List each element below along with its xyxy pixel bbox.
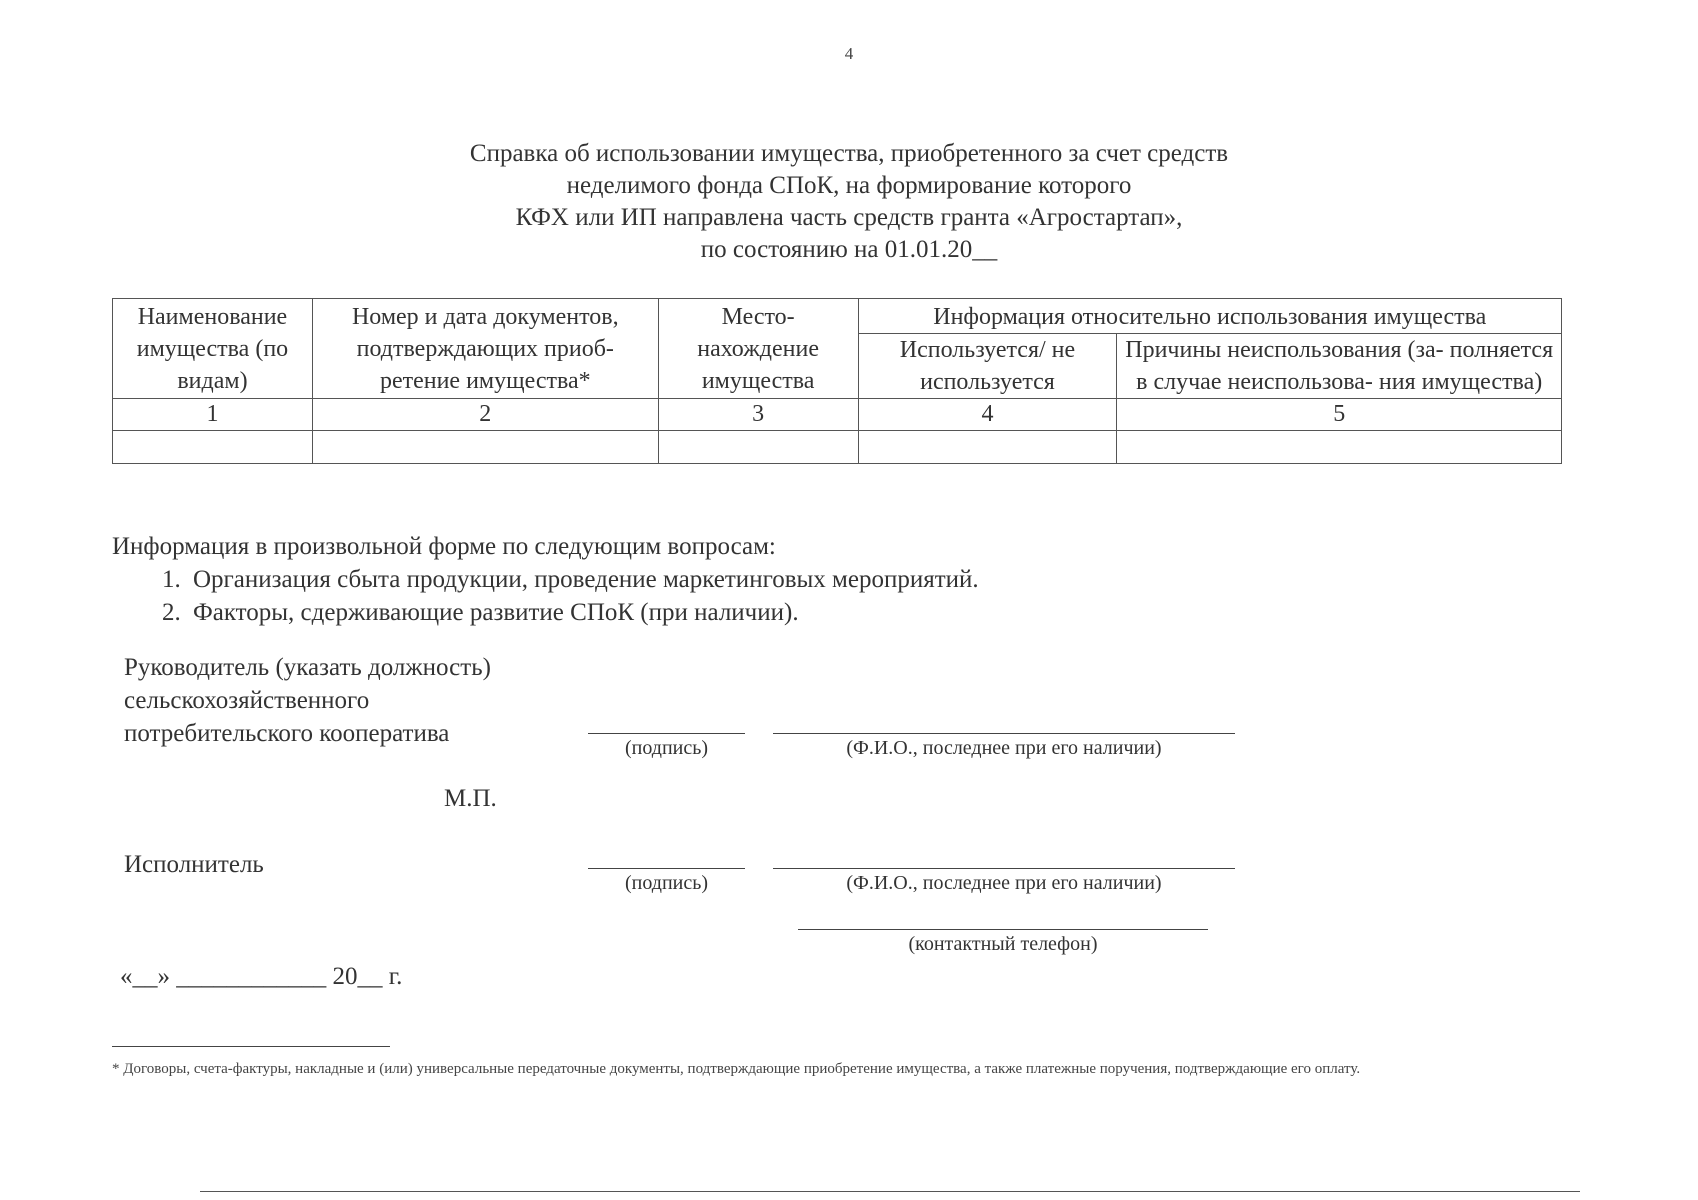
footnote: * Договоры, счета-фактуры, накладные и (или) универсальные передаточные документы, подтверждающие приобретение имущества, а также платежные поручения, подтверждающие его оплату. bbox=[112, 1061, 1361, 1077]
header-documents: Номер и дата документов, подтверждающих приоб- ретение имущества* bbox=[312, 299, 658, 399]
title-line-3: КФХ или ИП направлена часть средств гранта «Агростартап», bbox=[515, 204, 1183, 231]
executor-name-line[interactable] bbox=[773, 868, 1235, 869]
head-name-line[interactable] bbox=[773, 733, 1235, 734]
head-signature-caption: (подпись) bbox=[624, 737, 709, 759]
table-cell[interactable] bbox=[858, 431, 1117, 464]
table-row bbox=[113, 431, 1562, 464]
head-position-line: потребительского кооператива bbox=[124, 720, 450, 747]
head-position-line: Руководитель (указать должность) bbox=[124, 654, 491, 681]
table-cell[interactable] bbox=[113, 431, 313, 464]
page-number: 4 bbox=[844, 44, 854, 63]
column-number: 5 bbox=[1117, 399, 1562, 431]
head-position-block bbox=[124, 651, 491, 750]
executor-label: Исполнитель bbox=[124, 851, 264, 878]
header-usage-info: Информация относительно использования имущества bbox=[858, 299, 1561, 334]
info-list-item: 1. Организация сбыта продукции, проведение маркетинговых мероприятий. bbox=[187, 563, 979, 596]
title-line-1: Справка об использовании имущества, приобретенного за счет средств bbox=[469, 140, 1229, 167]
table-cell[interactable] bbox=[658, 431, 858, 464]
info-block bbox=[112, 530, 979, 629]
info-list bbox=[112, 563, 979, 629]
title-line-2: неделимого фонда СПоК, на формирование которого bbox=[566, 172, 1132, 199]
head-position-line: сельскохозяйственного bbox=[124, 687, 370, 714]
executor-signature-caption: (подпись) bbox=[624, 872, 709, 894]
header-used: Используется/ не используется bbox=[858, 334, 1117, 399]
footnote-separator bbox=[112, 1046, 390, 1047]
info-intro: Информация в произвольной форме по следующим вопросам: bbox=[112, 533, 776, 560]
header-reasons: Причины неиспользования (за- полняется в случае неиспользова- ния имущества) bbox=[1117, 334, 1562, 399]
header-property-name: Наименование имущества (по видам) bbox=[113, 299, 313, 399]
column-number: 1 bbox=[113, 399, 313, 431]
stamp-place: М.П. bbox=[444, 785, 497, 812]
phone-caption: (контактный телефон) bbox=[908, 933, 1098, 955]
head-name-caption: (Ф.И.О., последнее при его наличии) bbox=[846, 737, 1162, 759]
table-cell[interactable] bbox=[312, 431, 658, 464]
column-number: 3 bbox=[658, 399, 858, 431]
bottom-rule bbox=[200, 1191, 1580, 1192]
header-location: Место- нахождение имущества bbox=[658, 299, 858, 399]
column-number-row bbox=[113, 399, 1562, 431]
phone-line[interactable] bbox=[798, 929, 1208, 930]
executor-signature-line[interactable] bbox=[588, 868, 745, 869]
column-number: 2 bbox=[312, 399, 658, 431]
property-usage-table bbox=[112, 298, 1562, 464]
executor-name-caption: (Ф.И.О., последнее при его наличии) bbox=[846, 872, 1162, 894]
date-line: «__» ____________ 20__ г. bbox=[120, 963, 403, 990]
table-cell[interactable] bbox=[1117, 431, 1562, 464]
info-list-item: 2. Факторы, сдерживающие развитие СПоК (при наличии). bbox=[187, 596, 979, 629]
document-title bbox=[0, 138, 1698, 266]
column-number: 4 bbox=[858, 399, 1117, 431]
title-line-4: по состоянию на 01.01.20__ bbox=[700, 236, 998, 263]
head-signature-line[interactable] bbox=[588, 733, 745, 734]
